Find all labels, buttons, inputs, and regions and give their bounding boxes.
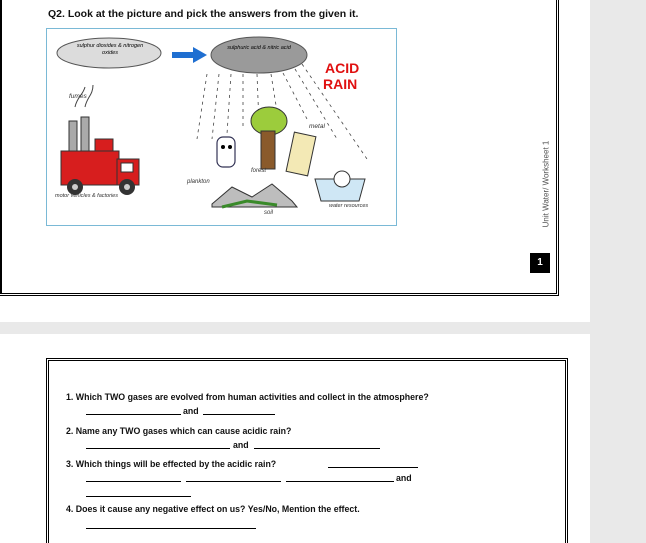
rain-label: RAIN bbox=[323, 76, 358, 92]
metal-label: metal bbox=[309, 123, 325, 130]
answer-line[interactable] bbox=[86, 528, 256, 529]
worksheet-page-2 bbox=[0, 334, 590, 543]
question-2: 2. Name any TWO gases which can cause acidic rain? bbox=[66, 426, 292, 436]
answer-line[interactable] bbox=[86, 481, 181, 482]
motor-label: motor vehicles & factories bbox=[55, 193, 118, 199]
and-label: and bbox=[183, 406, 199, 416]
answer-line[interactable] bbox=[254, 448, 380, 449]
page-border bbox=[46, 358, 568, 543]
cloud-left-label: sulphur dioxides & nitrogen oxides bbox=[76, 43, 144, 56]
acid-label: ACID bbox=[325, 60, 360, 76]
acid-rain-illustration bbox=[46, 28, 397, 226]
unit-side-label: Unit Water/ Worksheet 1 bbox=[541, 140, 551, 228]
soil-label: soil bbox=[264, 210, 274, 216]
question-1: 1. Which TWO gases are evolved from human activities and collect in the atmosphere? bbox=[66, 392, 429, 402]
cloud-right-label: sulphuric acid & nitric acid bbox=[227, 45, 291, 51]
answer-line[interactable] bbox=[86, 496, 191, 497]
and-label: and bbox=[233, 440, 249, 450]
answer-line[interactable] bbox=[328, 467, 418, 468]
question-3: 3. Which things will be effected by the acidic rain? bbox=[66, 459, 277, 469]
water-label: water resources bbox=[329, 203, 369, 209]
answer-line[interactable] bbox=[86, 448, 230, 449]
answer-line[interactable] bbox=[203, 414, 275, 415]
plankton-label: plankton bbox=[187, 179, 210, 185]
answer-line[interactable] bbox=[286, 481, 394, 482]
question-4: 4. Does it cause any negative effect on us? Yes/No, Mention the effect. bbox=[66, 504, 360, 514]
page-number-badge: 1 bbox=[530, 253, 550, 273]
forest-label: forest bbox=[251, 168, 267, 174]
question-2-heading: Q2. Look at the picture and pick the answers from the given it. bbox=[48, 8, 359, 20]
and-label: and bbox=[396, 473, 412, 483]
answer-line[interactable] bbox=[186, 481, 281, 482]
fumes-label: fumes bbox=[69, 93, 87, 100]
answer-line[interactable] bbox=[86, 414, 181, 415]
